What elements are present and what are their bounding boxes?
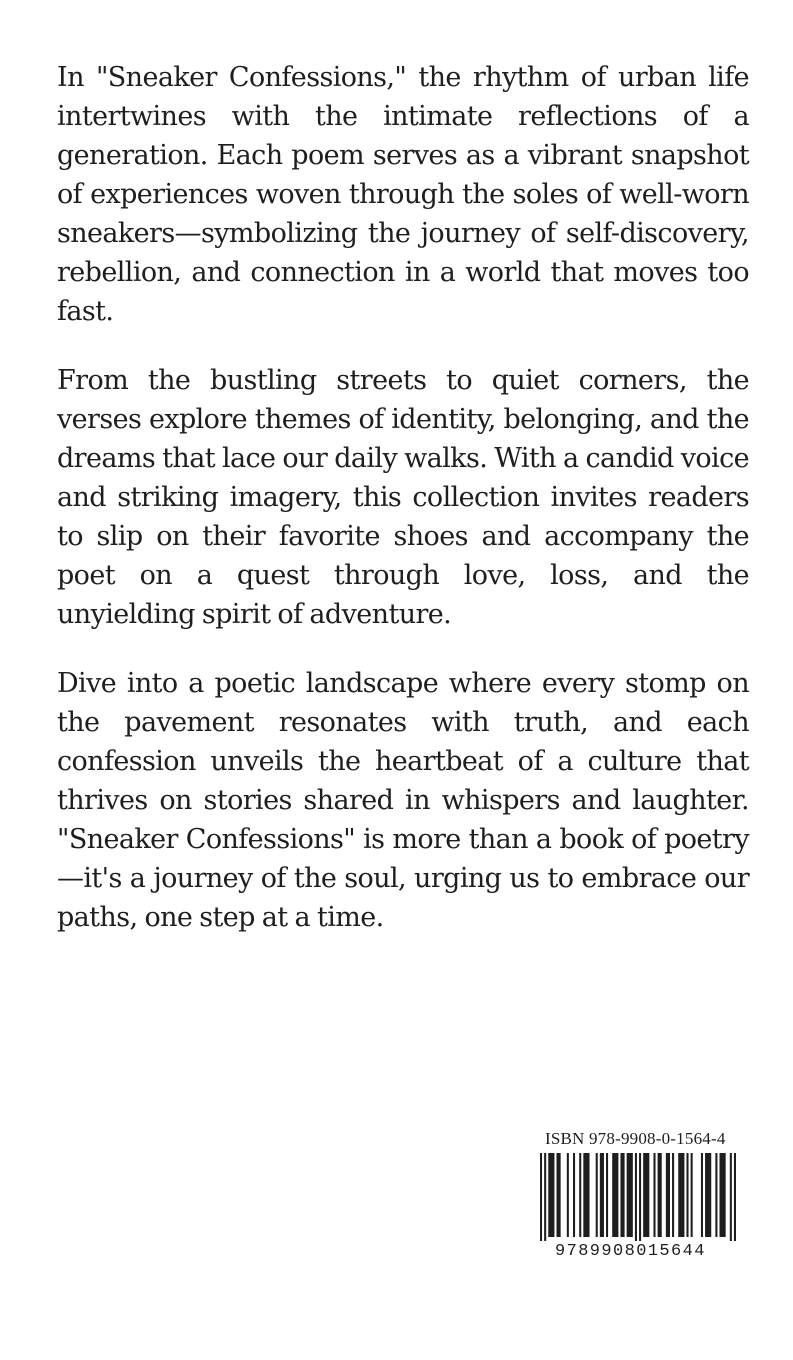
- barcode-bar: [691, 1153, 693, 1237]
- barcode-bar: [620, 1153, 624, 1237]
- barcode-bar: [643, 1153, 649, 1237]
- barcode-bar: [548, 1153, 554, 1237]
- barcode-bar: [583, 1153, 589, 1237]
- barcode-bar: [672, 1153, 674, 1237]
- barcode-bar: [705, 1153, 711, 1237]
- barcode-bar: [666, 1153, 670, 1237]
- barcode-bar: [701, 1153, 703, 1237]
- barcode-bar: [567, 1153, 569, 1237]
- barcode-bar: [544, 1153, 546, 1241]
- blurb-paragraph-1: In "Sneaker Confessions," the rhythm of urban life intertwines with the intimate reflections of a generation. Each poem serves as a vibrant snapshot of experiences woven through the soles of well-worn sneakers—symbolizing the journey of self-discovery, rebellion, and connection in a world that moves too fast.: [57, 62, 749, 327]
- barcode-bar: [606, 1153, 608, 1237]
- isbn-barcode-block: [533, 1121, 743, 1271]
- barcode-bar: [653, 1153, 655, 1237]
- barcode-number: 9789908015644: [555, 1242, 706, 1261]
- blurb-paragraph-2: From the bustling streets to quiet corners, the verses explore themes of identity, belonging, and the dreams that lace our daily walks. With a candid voice and striking imagery, this collection invites readers to slip on their favorite shoes and accompany the poet on a quest through love, loss, and the unyielding spirit of adventure.: [57, 365, 749, 630]
- barcode-bar: [573, 1153, 575, 1237]
- barcode-graphic: [540, 1153, 736, 1241]
- barcode-bar: [635, 1153, 637, 1241]
- barcode-bar: [730, 1153, 732, 1241]
- barcode-bar: [715, 1153, 717, 1237]
- isbn-label: ISBN 978-9908-0-1564-4: [545, 1129, 726, 1148]
- barcode-bar: [719, 1153, 725, 1237]
- barcode-bar: [579, 1153, 581, 1237]
- blurb-paragraph-3: Dive into a poetic landscape where every stomp on the pavement resonates with truth, and each confession unveils the heartbeat of a culture that thrives on stories shared in whispers and laughter. "Sneaker Confessions" is more than a book of poetry—it's a journey of the soul, urging us to embrace our paths, one step at a time.: [57, 668, 749, 933]
- barcode-bar: [540, 1153, 542, 1241]
- barcode-bar: [658, 1153, 662, 1237]
- barcode-bar: [596, 1153, 598, 1237]
- barcode-bar: [686, 1153, 688, 1237]
- barcode-bar: [600, 1153, 604, 1237]
- back-cover-blurb: [57, 58, 749, 967]
- barcode-bar: [612, 1153, 618, 1237]
- barcode-bar: [557, 1153, 561, 1237]
- barcode-bar: [678, 1153, 684, 1237]
- barcode-bar: [639, 1153, 641, 1241]
- barcode-bar: [734, 1153, 736, 1241]
- barcode-bar: [627, 1153, 633, 1237]
